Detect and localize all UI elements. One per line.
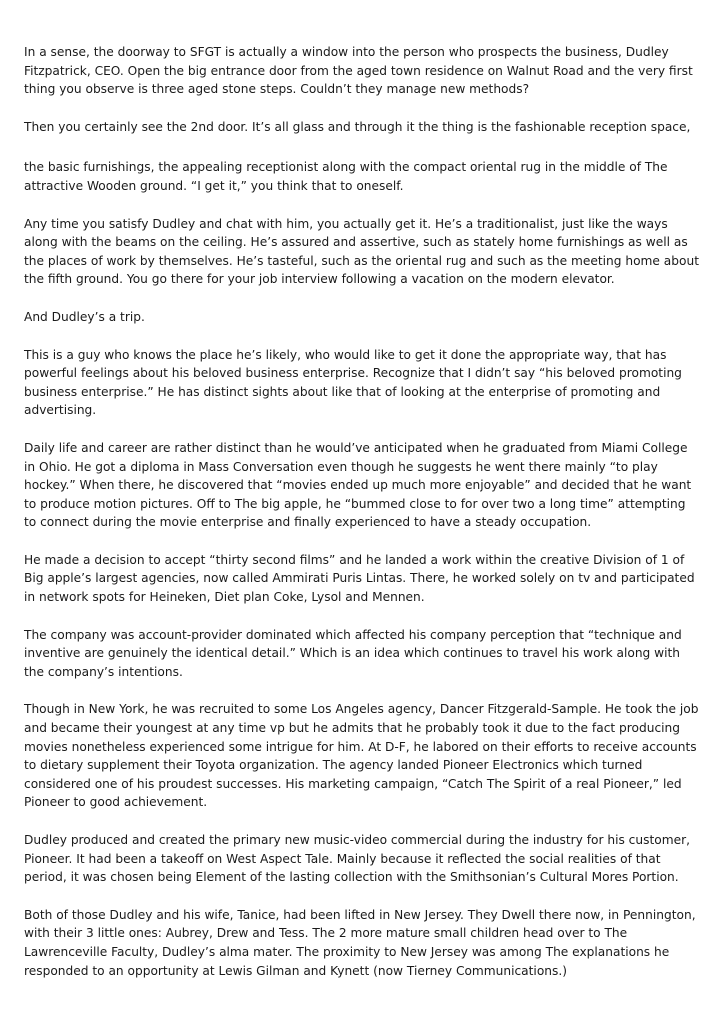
paragraph-trip: And Dudley’s a trip. bbox=[24, 309, 145, 324]
paragraph-beloved-business: This is a guy who knows the place he’s likely, who would like to get it done the appropriate way, that has powerful feelings about his beloved business enterprise. Recognize that I didn’t say “his beloved promoting business enterprise.” He has distinct sights about like that of looking at the enterprise of promoting and advertising. bbox=[24, 347, 682, 418]
paragraph-account-provider: The company was account-provider dominated which affected his company perception that “technique and inventive are genuinely the identical detail.” Which is an idea which continues to travel his work along with the company’s intentions. bbox=[24, 627, 682, 679]
document-body bbox=[24, 43, 700, 999]
paragraph-doorway: In a sense, the doorway to SFGT is actually a window into the person who prospects the business, Dudley Fitzpatrick, CEO. Open the big entrance door from the aged town residence on Walnut Road and the very first thing you observe is three aged stone steps. Couldn’t they manage new methods? bbox=[24, 45, 693, 97]
paragraph-thirty-second-films: He made a decision to accept “thirty second films” and he landed a work within the creative Division of 1 of Big apple’s largest agencies, now called Ammirati Puris Lintas. There, he worked solely on tv and participated in network spots for Heineken, Diet plan Coke, Lysol and Mennen. bbox=[24, 552, 695, 605]
paragraph-furnishings: the basic furnishings, the appealing receptionist along with the compact oriental rug in the middle of The attractive Wooden ground. “I get it,” you think that to oneself. bbox=[24, 160, 668, 193]
paragraph-music-video: Dudley produced and created the primary new music-video commercial during the industry for his customer, Pioneer. It had been a takeoff on West Aspect Tale. Mainly because it reflected the social realities of that period, it was chosen being Element of the lasting collection with the Smithsonian’s Cultural Mores Portion. bbox=[24, 833, 690, 885]
paragraph-new-jersey: Both of those Dudley and his wife, Tanice, had been lifted in New Jersey. They Dwell there now, in Pennington, with their 3 little ones: Aubrey, Drew and Tess. The 2 more mature small children head over to The Lawrenceville Faculty, Dudley’s alma mater. The proximity to New Jersey was among The explanations he responded to an opportunity at Lewis Gilman and Kynett (now Tierney Communications.) bbox=[24, 907, 696, 978]
paragraph-second-door: Then you certainly see the 2nd door. It’s all glass and through it the thing is the fashionable reception space, bbox=[24, 119, 691, 134]
paragraph-traditionalist: Any time you satisfy Dudley and chat with him, you actually get it. He’s a traditionalist, just like the ways along with the beams on the ceiling. He’s assured and assertive, such as stately home furnishings as well as the places of work by themselves. He’s tasteful, such as the oriental rug and such as the meeting home about the fifth ground. You go there for your job interview following a vacation on the modern elevator. bbox=[24, 216, 699, 287]
paragraph-los-angeles: Though in New York, he was recruited to some Los Angeles agency, Dancer Fitzgerald-Sample. He took the job and became their youngest at any time vp but he admits that he probably took it due to the fact producing movies nonetheless experienced some intrigue for him. At D-F, he labored on their efforts to receive accounts to dietary supplement their Toyota organization. The agency landed Pioneer Electronics which turned considered one of his proudest successes. His marketing campaign, “Catch The Spirit of a real Pioneer,” led Pioneer to good achievement. bbox=[24, 702, 699, 810]
paragraph-career: Daily life and career are rather distinct than he would’ve anticipated when he graduated from Miami College in Ohio. He got a diploma in Mass Conversation even though he suggests he went there mainly “to play hockey.” When there, he discovered that “movies ended up much more enjoyable” and decided that he want to produce motion pictures. Off to The big apple, he “bummed close to for over two a long time” attempting to connect during the movie enterprise and finally experienced to have a steady occupation. bbox=[24, 440, 692, 530]
